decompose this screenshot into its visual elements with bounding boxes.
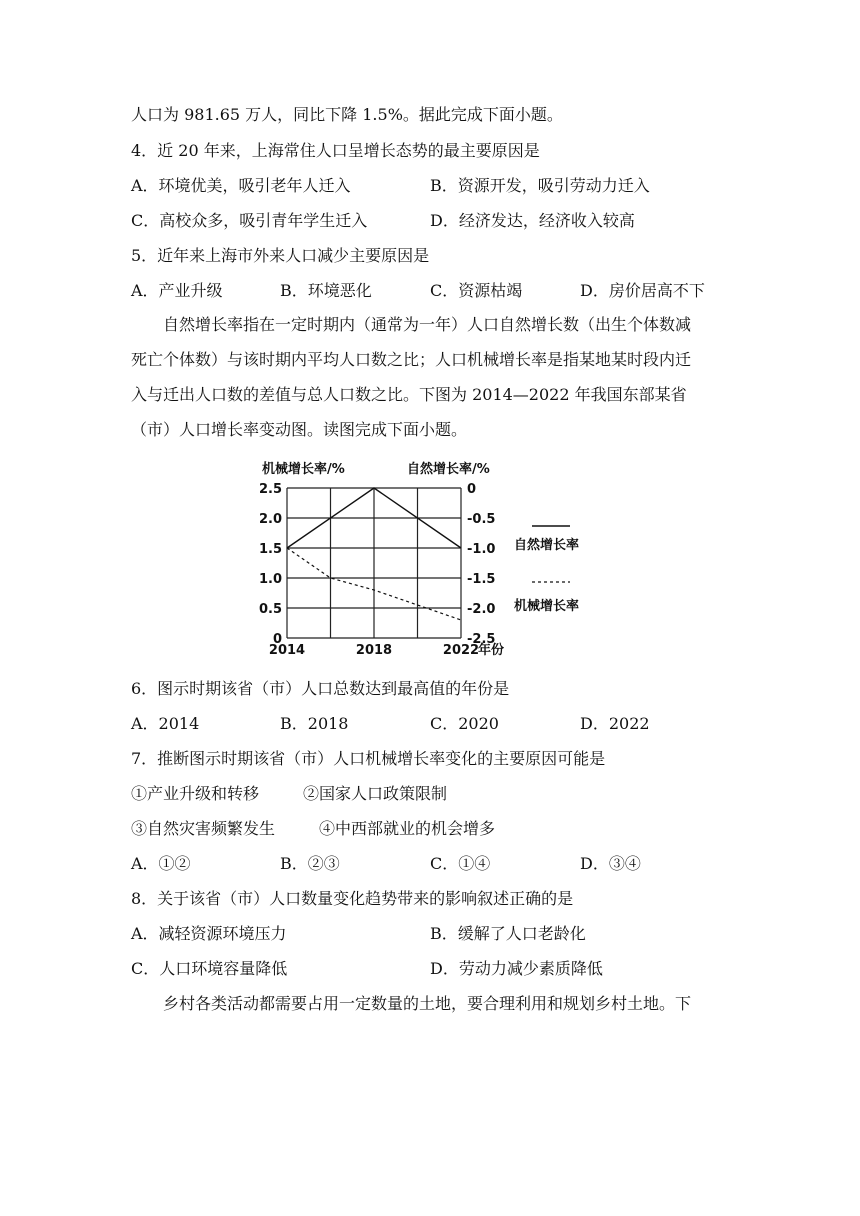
q7-stem: 7．推断图示时期该省（市）人口机械增长率变化的主要原因可能是 — [131, 749, 606, 768]
q7-item-2: ②国家人口政策限制 — [303, 784, 448, 803]
q5-option-b[interactable]: B．环境恶化 — [280, 281, 372, 300]
q4-option-d[interactable]: D．经济发达，经济收入较高 — [430, 211, 635, 230]
q8-option-c[interactable]: C．人口环境容量降低 — [131, 959, 288, 978]
left-axis-label: 机械增长率/% — [262, 462, 345, 477]
q6-option-d[interactable]: D．2022 — [580, 714, 650, 733]
q6-option-b[interactable]: B．2018 — [280, 714, 349, 733]
q5-option-d[interactable]: D．房价居高不下 — [580, 281, 705, 300]
x-tick-label: 2014 — [268, 643, 306, 658]
right-tick-label: -0.5 — [467, 512, 496, 527]
paragraph-2-line-3: 入与迁出人口数的差值与总人口数之比。下图为 2014—2022 年我国东部某省 — [131, 385, 687, 404]
chart-ticks — [259, 482, 495, 658]
q8-stem: 8．关于该省（市）人口数量变化趋势带来的影响叙述正确的是 — [131, 889, 574, 908]
paragraph-2-line-4: （市）人口增长率变动图。读图完成下面小题。 — [131, 420, 468, 439]
legend-natural-label: 自然增长率 — [514, 538, 580, 553]
right-tick-label: -2.0 — [467, 602, 496, 617]
q5-option-a[interactable]: A．产业升级 — [131, 281, 223, 300]
left-tick-label: 0.5 — [258, 602, 282, 617]
q4-stem: 4．近 20 年来，上海常住人口呈增长态势的最主要原因是 — [131, 141, 540, 160]
q6-option-c[interactable]: C．2020 — [430, 714, 499, 733]
left-tick-label: 0 — [272, 632, 282, 647]
q7-option-c[interactable]: C．①④ — [430, 854, 491, 873]
q5-option-c[interactable]: C．资源枯竭 — [430, 281, 523, 300]
population-growth-chart — [252, 458, 612, 662]
right-tick-label: -1.0 — [467, 542, 496, 557]
paragraph-2-line-1: 自然增长率指在一定时期内（通常为一年）人口自然增长数（出生个体数减 — [163, 315, 692, 334]
paragraph-1-tail: 人口为 981.65 万人，同比下降 1.5%。据此完成下面小题。 — [131, 105, 563, 124]
x-tick-label: 2018 — [355, 643, 393, 658]
legend-mechanical-label: 机械增长率 — [514, 599, 580, 614]
q8-option-d[interactable]: D．劳动力减少素质降低 — [430, 959, 603, 978]
q7-item-4: ④中西部就业的机会增多 — [319, 819, 496, 838]
q5-stem: 5．近年来上海市外来人口减少主要原因是 — [131, 246, 430, 265]
right-tick-label: -2.5 — [467, 632, 496, 647]
q8-option-b[interactable]: B．缓解了人口老龄化 — [430, 924, 586, 943]
left-tick-label: 2.0 — [258, 512, 282, 527]
q4-option-c[interactable]: C．高校众多，吸引青年学生迁入 — [131, 211, 368, 230]
paragraph-2-line-2: 死亡个体数）与该时期内平均人口数之比；人口机械增长率是指某地某时段内迁 — [131, 350, 692, 369]
q8-option-a[interactable]: A．减轻资源环境压力 — [131, 924, 287, 943]
left-tick-label: 2.5 — [258, 482, 282, 497]
q7-option-a[interactable]: A．①② — [131, 854, 191, 873]
right-tick-label: 0 — [467, 482, 477, 497]
q7-option-d[interactable]: D．③④ — [580, 854, 641, 873]
q7-item-3: ③自然灾害频繁发生 — [131, 819, 276, 838]
chart-grid — [287, 488, 461, 638]
left-tick-label: 1.0 — [258, 572, 282, 587]
q6-stem: 6．图示时期该省（市）人口总数达到最高值的年份是 — [131, 679, 510, 698]
right-tick-label: -1.5 — [467, 572, 496, 587]
q4-option-b[interactable]: B．资源开发，吸引劳动力迁入 — [430, 176, 650, 195]
q7-item-1: ①产业升级和转移 — [131, 784, 260, 803]
q6-option-a[interactable]: A．2014 — [131, 714, 200, 733]
q7-option-b[interactable]: B．②③ — [280, 854, 340, 873]
q4-option-a[interactable]: A．环境优美，吸引老年人迁入 — [131, 176, 351, 195]
left-tick-label: 1.5 — [258, 542, 282, 557]
right-axis-label: 自然增长率/% — [407, 462, 490, 477]
x-axis-label: 年份 — [478, 643, 505, 658]
x-tick-label: 2022 — [442, 643, 480, 658]
paragraph-3: 乡村各类活动都需要占用一定数量的土地，要合理利用和规划乡村土地。下 — [163, 994, 692, 1013]
